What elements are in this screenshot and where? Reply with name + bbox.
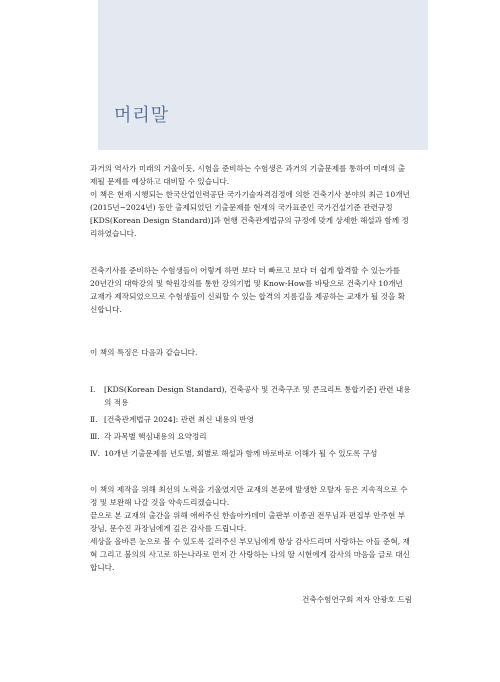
list-number: Ⅳ. [90,449,101,458]
page-title: 머리말 [114,105,170,126]
list-text: 10개년 기출문제를 년도별, 회별로 해설과 함께 바로바로 이해가 될 수 있도록 구성 [104,449,378,458]
intro-section [90,162,412,240]
closing-section [90,483,412,574]
list-item [90,430,412,443]
list-item [90,413,412,426]
closing-paragraph-1: 이 책의 제작을 위해 최선의 노력을 기울였지만 교재의 본문에 발생한 오탈자 등은 지속적으로 수정 및 보완해 나갈 것을 약속드리겠습니다. [90,485,408,507]
features-list [90,383,412,464]
author-signature: 건축수험연구회 저자 안광호 드림 [302,595,412,604]
list-number: Ⅱ. [90,415,98,424]
features-intro: 이 책의 특징은 다음과 같습니다. [90,348,198,357]
intro-paragraph-1: 과거의 역사가 미래의 거울이듯, 시험을 준비하는 수험생은 과거의 기출문제를 통하여 미래의 출제될 문제를 예상하고 대비할 수 있습니다. [90,164,406,186]
list-text: [건축관계법규 2024]: 관련 최신 내용의 반영 [104,415,254,424]
list-item [90,383,412,409]
list-text: [KDS(Korean Design Standard), 건축공사 및 건축구조 및 콘크리트 통합기준] 관련 내용의 적용 [104,385,411,407]
closing-paragraph-2: 끝으로 본 교재의 출간을 위해 애써주신 한솔아카데미 출판부 이종권 전무님과 편집부 안주현 부장님, 문수진 과장님에게 깊은 감사를 드립니다. [90,511,406,533]
list-number: Ⅲ. [90,432,100,441]
list-number: Ⅰ. [90,385,96,394]
header-banner [98,0,428,150]
intro-paragraph-2: 이 책은 현재 시행되는 한국산업인력공단 국가기술자격검정에 의한 건축기사 분야의 최근 10개년(2015년~2024년) 동안 출제되었던 기출문제를 현재의 국가표준인 국가건설기준 관련규정[KDS(Korean Design Standard)]과 현행 건축관계법규의 규정에 맞게 상세한 해설과 함께 정리하였습니다. [90,190,410,238]
closing-paragraph-3: 세상을 올바른 눈으로 볼 수 있도록 길러주신 부모님에게 항상 감사드리며 사랑하는 아들 준혁, 재혁 그리고 불의의 사고로 하는나라로 먼저 간 사랑하는 나의 딸 시현에게 감사의 마음을 글로 대신합니다. [90,537,410,572]
list-item [90,447,412,460]
list-text: 각 과목별 핵심내용의 요약정리 [104,432,207,441]
goal-paragraph: 건축기사를 준비하는 수험생들이 어렇게 하면 보다 더 빠르고 보다 더 쉽게 합격할 수 있는가를 20년간의 대학강의 및 학원강의를 통한 강의기법 및 Know-How를 바탕으로 건축기사 10개년 교재가 제작되었으므로 수험생들이 신뢰할 수 있는 합격의 지름길을 제공하는 교재가 될 것을 확신합니다. [90,266,406,314]
goal-section [90,264,412,316]
features-intro-section [90,346,412,359]
